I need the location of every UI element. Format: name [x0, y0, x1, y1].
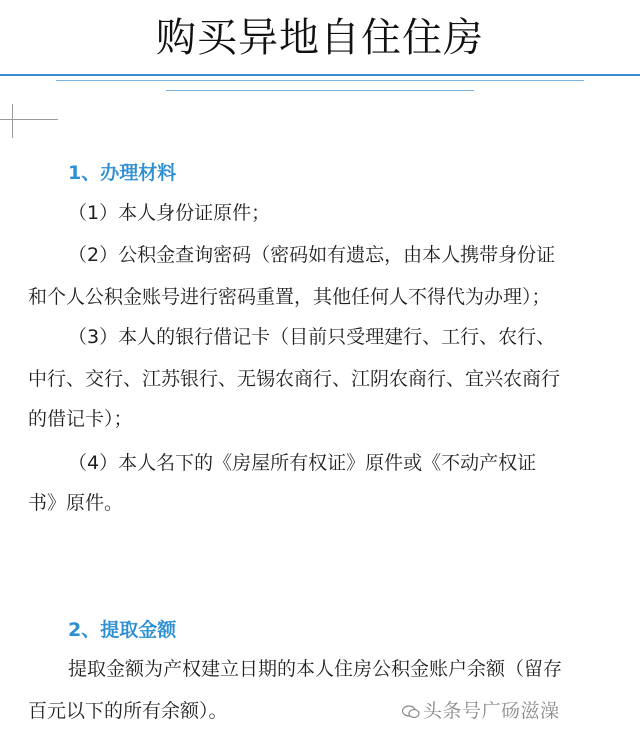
body-line: （2）公积金查询密码（密码如有遗忘，由本人携带身份证	[68, 244, 556, 266]
section-heading-amount: 2、提取金额	[68, 619, 177, 641]
body-line: 中行、交行、江苏银行、无锡农商行、江阴农商行、宜兴农商行	[28, 368, 561, 390]
body-line: 百元以下的所有余额）。	[28, 700, 228, 722]
body-line: （4）本人名下的《房屋所有权证》原件或《不动产权证	[68, 452, 537, 474]
body-line: 书》原件。	[28, 492, 124, 514]
crop-mark-horizontal	[0, 119, 58, 120]
watermark	[402, 696, 560, 723]
section-heading-materials: 1、办理材料	[68, 162, 177, 184]
title-rule-bottom	[166, 90, 474, 91]
body-line: 提取金额为产权建立日期的本人住房公积金账户余额（留存	[68, 658, 563, 680]
watermark-text: 头条号广砀滋澡	[423, 700, 560, 722]
page-title: 购买异地自住住房	[156, 15, 484, 61]
wechat-icon	[402, 705, 420, 719]
body-line: （1）本人身份证原件；	[68, 202, 271, 224]
body-line: 和个人公积金账号进行密码重置，其他任何人不得代为办理）；	[28, 286, 551, 308]
body-line: （3）本人的银行借记卡（目前只受理建行、工行、农行、	[68, 326, 556, 348]
body-line: 的借记卡）；	[28, 408, 133, 430]
crop-mark-vertical	[12, 104, 13, 138]
title-rule-top	[0, 74, 640, 76]
title-rule-middle	[56, 80, 584, 81]
